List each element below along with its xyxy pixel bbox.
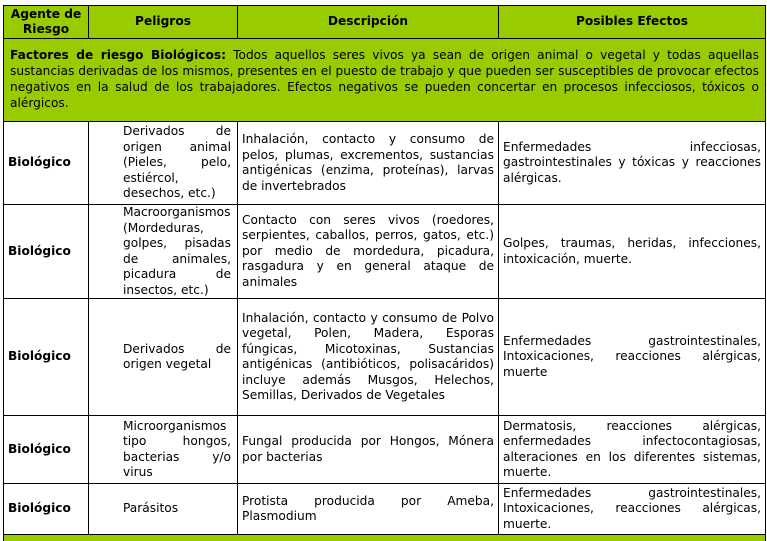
table-row bbox=[4, 484, 766, 535]
danger-cell: Derivados de origen vegetal bbox=[89, 299, 238, 416]
agent-cell: Biológico bbox=[4, 205, 89, 299]
table-row bbox=[4, 299, 766, 416]
agent-cell: Biológico bbox=[4, 484, 89, 535]
table-row bbox=[4, 416, 766, 484]
effects-cell: Dermatosis, reacciones alérgicas, enfermedades infectocontagiosas, alteraciones en los diferentes sistemas, muerte. bbox=[499, 416, 766, 484]
danger-cell: Parásitos bbox=[89, 484, 238, 535]
header-description: Descripción bbox=[238, 6, 499, 39]
danger-cell: Microorganismos tipo hongos, bacterias y/o virus bbox=[89, 416, 238, 484]
section-text: Todos aquellos seres vivos ya sean de origen animal o vegetal y todas aquellas sustancias derivadas de los mismos, presentes en el puesto de trabajo y que pueden ser susceptibles de provocar efectos negativos en la salud de los trabajadores. Efectos negativos se pueden concertar en procesos infecciosos, tóxicos o alérgicos. bbox=[10, 48, 759, 110]
footer-band bbox=[4, 535, 766, 541]
table-row bbox=[4, 122, 766, 205]
header-agent: Agente de Riesgo bbox=[4, 6, 89, 39]
header-effects: Posibles Efectos bbox=[499, 6, 766, 39]
danger-cell: Macroorganismos (Mordeduras, golpes, pisadas de animales, picadura de insectos, etc.) bbox=[89, 205, 238, 299]
effects-cell: Golpes, traumas, heridas, infecciones, intoxicación, muerte. bbox=[499, 205, 766, 299]
agent-cell: Biológico bbox=[4, 416, 89, 484]
description-cell: Protista producida por Ameba, Plasmodium bbox=[238, 484, 499, 535]
danger-cell: Derivados de origen animal (Pieles, pelo, estiércol, desechos, etc.) bbox=[89, 122, 238, 205]
description-cell: Fungal producida por Hongos, Mónera por bacterias bbox=[238, 416, 499, 484]
risk-factors-table bbox=[3, 5, 766, 541]
description-cell: Inhalación, contacto y consumo de Polvo vegetal, Polen, Madera, Esporas fúngicas, Micotoxinas, Sustancias antigénicas (antibióticos, polisacáridos) incluye además Musgos, Helechos, Semillas, Derivados de Vegetales bbox=[238, 299, 499, 416]
header-row bbox=[4, 6, 766, 39]
agent-cell: Biológico bbox=[4, 299, 89, 416]
section-intro bbox=[4, 39, 766, 122]
section-title: Factores de riesgo Biológicos: bbox=[10, 48, 226, 62]
table-row bbox=[4, 205, 766, 299]
description-cell: Contacto con seres vivos (roedores, serpientes, caballos, perros, gatos, etc.) por medio de mordedura, picadura, rasgadura y en general ataque de animales bbox=[238, 205, 499, 299]
description-cell: Inhalación, contacto y consumo de pelos, plumas, excrementos, sustancias antigénicas (enzima, proteínas), larvas de invertebrados bbox=[238, 122, 499, 205]
effects-cell: Enfermedades gastrointestinales, Intoxicaciones, reacciones alérgicas, muerte. bbox=[499, 484, 766, 535]
effects-cell: Enfermedades gastrointestinales, Intoxicaciones, reacciones alérgicas, muerte bbox=[499, 299, 766, 416]
header-dangers: Peligros bbox=[89, 6, 238, 39]
agent-cell: Biológico bbox=[4, 122, 89, 205]
effects-cell: Enfermedades infecciosas, gastrointestinales y tóxicas y reacciones alérgicas. bbox=[499, 122, 766, 205]
footer-band-cell bbox=[4, 535, 766, 541]
section-row bbox=[4, 39, 766, 122]
